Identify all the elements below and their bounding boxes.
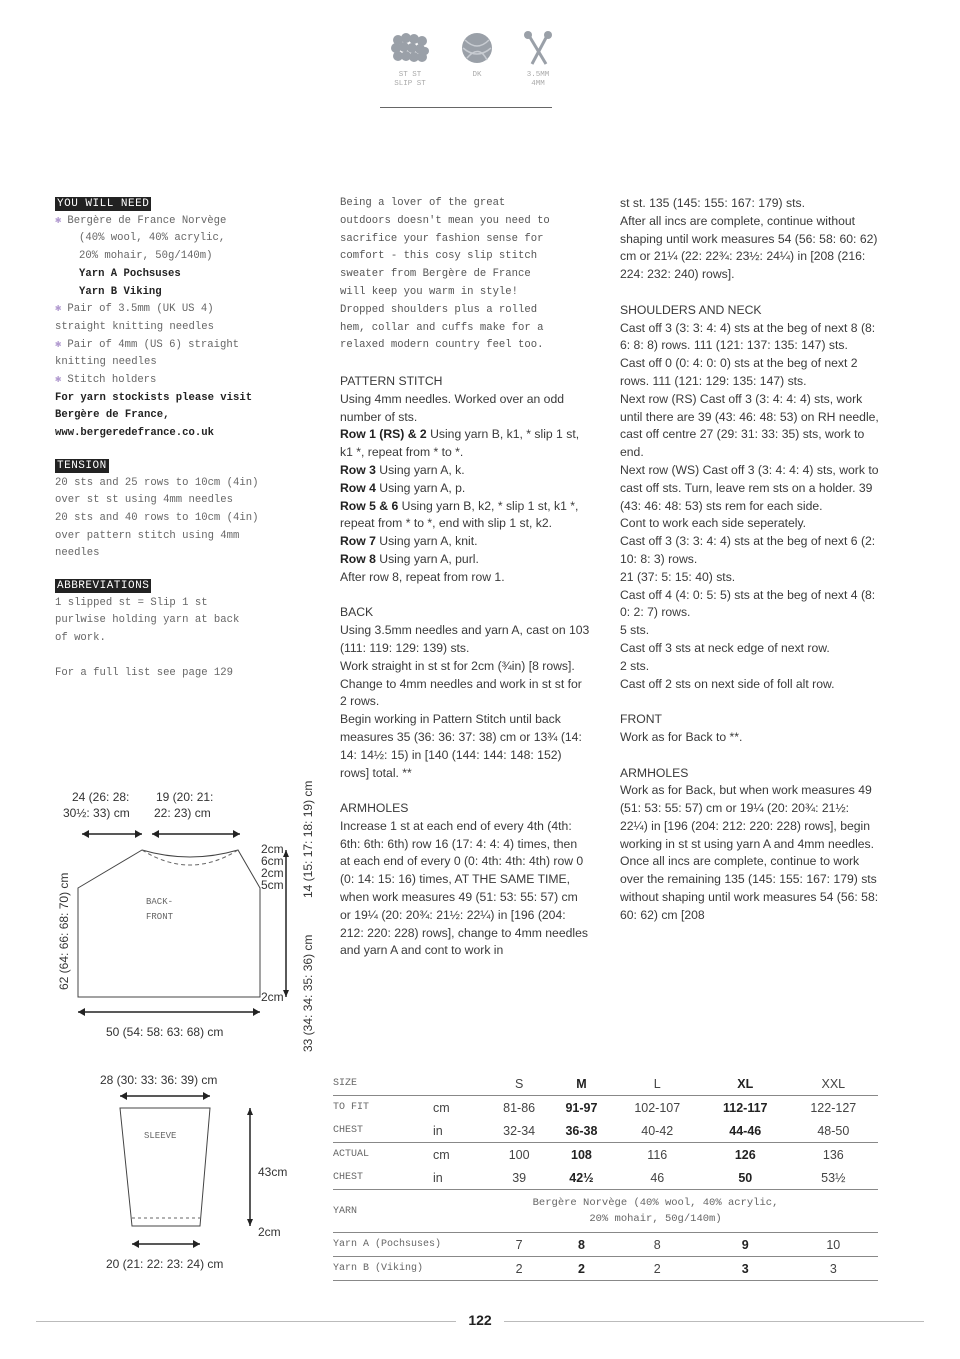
bullet-icon: ✱	[55, 303, 62, 316]
table-header: L	[613, 1072, 702, 1096]
dim-label: 43cm	[258, 1165, 288, 1179]
table-cell: 10	[789, 1233, 878, 1257]
table-cell: 136	[822, 1147, 844, 1162]
back-step: Change to 4mm needles and work in st st for 2 rows.	[340, 676, 582, 709]
technique-icons	[380, 30, 555, 110]
dim-label: 28 (30: 33: 36: 39) cm	[100, 1073, 218, 1087]
size-table	[333, 1072, 878, 1281]
row-label: Row 3	[340, 462, 376, 477]
row-instruction	[340, 426, 590, 462]
row-instruction	[340, 462, 590, 480]
piece-label: SLEEVE	[144, 1131, 177, 1141]
back-step: Begin working in Pattern Stitch until back measures 35 (36: 36: 37: 38) cm or 13¾ (14: 14: 14½: 15) in [140 (144: 144: 148: 152) rows] total. **	[340, 712, 582, 780]
instruction: Cont to work each side seperately.	[620, 516, 807, 531]
needles-line: Pair of 4mm (US 6) straight	[67, 338, 240, 351]
back-step: Using 3.5mm needles and yarn A, cast on 103 (111: 119: 129: 139) sts.	[340, 623, 590, 655]
table-cell: 48-50	[789, 1119, 878, 1143]
dim-label: 2cm	[261, 866, 284, 880]
table-cell: 42½	[550, 1166, 612, 1190]
instruction: Cast off 3 (3: 3: 4: 4) sts at the beg of next 8 (8: 6: 8: 8) rows. 111 (121: 137: 135: 147) sts.	[620, 320, 876, 353]
dim-label: 24 (26: 28:	[72, 790, 130, 804]
table-cell: 32-34	[488, 1119, 550, 1143]
pattern-column-right	[620, 195, 880, 925]
table-cell: 8	[613, 1233, 702, 1257]
you-will-need-heading: YOU WILL NEED	[57, 198, 150, 210]
dim-label: 19 (20: 21:	[156, 790, 214, 804]
intro-line: Dropped shoulders plus a rolled	[340, 303, 538, 316]
armhole-step: Increase 1 st at each end of every 4th (4th: 6th: 6th: 6th) row 16 (17: 4: 4: 4) times, then at each end of every 0 (0: 4th: 4th: 4th) row 0 (0: 14: 15: 16) times, AT THE SAME TIME, when work measures 49 (51: 53: 55: 57) cm or 19¼ (20: 20¾: 21½: 22¼) in [196 (204: 212: 220: 228) rows], change to 4mm needles and yarn A and cont to work in	[340, 818, 588, 958]
abbreviations-heading: ABBREVIATIONS	[57, 580, 150, 593]
table-header	[433, 1072, 488, 1096]
row-label: CHEST	[333, 1119, 433, 1143]
section-heading: ARMHOLES	[620, 765, 689, 780]
row-label: TO FIT	[333, 1102, 370, 1113]
yarn-ball-icon	[452, 30, 502, 80]
table-cell: 100	[508, 1147, 530, 1162]
intro-line: outdoors doesn't mean you need to	[340, 214, 550, 227]
table-cell: 116	[647, 1147, 668, 1162]
row-label: Yarn A (Pochsuses)	[333, 1233, 488, 1257]
piece-label: BACK-	[146, 897, 174, 907]
tension-heading: TENSION	[57, 459, 107, 472]
row-label: Row 8	[340, 551, 376, 566]
dim-label: 2cm	[258, 1225, 281, 1239]
stitch-count: st st. 135 (145: 155: 167: 179) sts.	[620, 196, 805, 210]
stockists-link[interactable]: www.bergeredefrance.co.uk	[55, 427, 214, 440]
intro-line: hem, collar and cuffs make for a	[340, 321, 544, 334]
icon-caption: DK	[472, 71, 482, 79]
section-heading: SHOULDERS AND NECK	[620, 302, 762, 317]
yarn-line: (40% wool, 40% acrylic,	[79, 232, 226, 245]
row-text: Using yarn A, p.	[375, 480, 466, 495]
table-cell: 53½	[789, 1166, 878, 1190]
table-cell: 3	[789, 1257, 878, 1281]
materials-column	[55, 195, 295, 683]
instruction: Cast off 0 (0: 4: 0: 0) sts at the beg of next 2 rows. 111 (121: 129: 135: 147) sts.	[620, 356, 858, 388]
row-instruction	[340, 480, 590, 498]
table-cell: 2	[550, 1257, 612, 1281]
row-text: Using yarn B, k1, * slip 1 st, k1 *, repeat from * to *.	[340, 427, 580, 460]
intro-line: comfort - this cosy slip stitch	[340, 250, 538, 263]
page-number: 122	[456, 1312, 504, 1328]
table-cell: 40-42	[613, 1119, 702, 1143]
abbreviation-line: 1 slipped st = Slip 1 st	[55, 596, 208, 609]
icon-divider	[380, 107, 552, 108]
dim-label: 30½: 33) cm	[63, 806, 130, 820]
dim-label: 14 (15: 17: 18: 19) cm	[301, 780, 315, 898]
tension-line: needles	[55, 547, 100, 560]
row-label: ACTUAL	[333, 1149, 370, 1160]
yarn-spec-cell	[433, 1190, 878, 1233]
yarn-line: Bergère de France Norvège	[67, 214, 227, 227]
instruction: Cast off 2 sts on next side of foll alt row.	[620, 676, 835, 691]
table-cell: 7	[488, 1233, 550, 1257]
table-header: XL	[702, 1072, 789, 1096]
yarn-line: 20% mohair, 50g/140m)	[79, 250, 213, 263]
icon-caption: ST ST	[398, 71, 422, 79]
dim-label: 22: 23) cm	[154, 806, 211, 820]
table-row	[333, 1257, 878, 1281]
table-cell: 8	[550, 1233, 612, 1257]
table-row	[333, 1143, 878, 1167]
intro-line: will keep you warm in style!	[340, 285, 519, 298]
bullet-icon: ✱	[55, 214, 62, 227]
table-cell: 122-127	[810, 1100, 857, 1115]
table-cell: 39	[488, 1166, 550, 1190]
tension-line: 20 sts and 25 rows to 10cm (4in)	[55, 476, 259, 489]
knitting-needles-icon	[513, 30, 563, 89]
row-label: Yarn B (Viking)	[333, 1257, 488, 1281]
table-cell: 102-107	[634, 1100, 681, 1115]
abbreviation-line: purlwise holding yarn at back	[55, 614, 240, 627]
instruction: Cast off 4 (4: 0: 5: 5) sts at the beg of next 4 (8: 0: 2: 7) rows.	[620, 587, 876, 620]
table-row	[333, 1233, 878, 1257]
table-row	[333, 1190, 878, 1233]
intro-line: Being a lover of the great	[340, 197, 506, 209]
dim-label: 20 (21: 22: 23: 24) cm	[106, 1257, 224, 1271]
icon-caption: SLIP ST	[394, 80, 426, 88]
table-cell: 36-38	[550, 1119, 612, 1143]
yarn-swatch-icon	[385, 30, 435, 89]
needles-line: Pair of 3.5mm (UK US 4)	[67, 303, 214, 316]
needles-line: straight knitting needles	[55, 320, 214, 333]
row-label: Row 5 & 6	[340, 498, 399, 513]
intro-line: relaxed modern country feel too.	[340, 339, 544, 352]
dim-label: 2cm	[261, 990, 284, 1004]
section-heading: FRONT	[620, 712, 662, 727]
instruction: 2 sts.	[620, 658, 650, 673]
table-cell: 50	[702, 1166, 789, 1190]
pattern-intro: Using 4mm needles. Worked over an odd number of sts.	[340, 391, 565, 424]
table-cell: 112-117	[723, 1100, 768, 1115]
table-cell: 46	[613, 1166, 702, 1190]
section-heading: BACK	[340, 605, 374, 620]
unit-cell: cm	[433, 1100, 450, 1115]
instruction: Work as for Back to **.	[620, 729, 743, 744]
row-text: Using yarn A, k.	[375, 462, 465, 477]
icon-caption: 3.5MM	[526, 71, 550, 79]
sleeve-diagram	[90, 1068, 310, 1278]
table-row	[333, 1072, 878, 1096]
back-step: Work straight in st st for 2cm (¾in) [8 rows].	[340, 658, 575, 673]
row-label: YARN	[333, 1190, 433, 1233]
yarn-spec: Bergère Norvège (40% wool, 40% acrylic,	[532, 1197, 779, 1209]
instruction: Next row (WS) Cast off 3 (3: 4: 4: 4) sts, work to cast off sts. Turn, leave rem sts on a holder. 39 (43: 46: 48: 53) sts rem for each side.	[620, 462, 879, 513]
intro-text	[340, 195, 590, 355]
pattern-column	[340, 195, 590, 960]
tension-line: 20 sts and 40 rows to 10cm (4in)	[55, 511, 259, 524]
dim-label: 62 (64: 66: 68: 70) cm	[57, 872, 71, 990]
row-label: Row 4	[340, 480, 376, 495]
table-cell: 44-46	[702, 1119, 789, 1143]
row-label: Row 1 (RS) & 2	[340, 427, 427, 442]
instruction: Next row (RS) Cast off 3 (3: 4: 4: 4) sts, work until there are 39 (43: 46: 48: 53) on RH needle, cast off centre 27 (29: 31: 33: 35) sts, work to end.	[620, 391, 879, 460]
dim-label: 2cm	[261, 842, 284, 856]
footer-rule	[36, 1321, 456, 1322]
instruction: After all incs are complete, continue without shaping until work measures 54 (56: 58: 60: 62) cm or 21¼ (22: 22¾: 23½: 24¼) in [208 (216: 224: 232: 240) rows].	[620, 213, 878, 282]
table-cell: 2	[613, 1257, 702, 1281]
table-header: SIZE	[333, 1072, 433, 1096]
row-label: Row 7	[340, 534, 376, 549]
dim-label: 5cm	[261, 878, 284, 892]
unit-cell: in	[433, 1166, 488, 1190]
instruction: Once all incs are complete, continue to work over the remaining 135 (145: 155: 167: 179) sts without shaping until work measures 54 (56: 58: 60: 62) cm [208	[620, 854, 879, 922]
instruction: Cast off 3 sts at neck edge of next row.	[620, 640, 830, 655]
intro-line: sacrifice your fashion sense for	[340, 232, 544, 245]
row-label: CHEST	[333, 1166, 433, 1190]
unit-cell: in	[433, 1119, 488, 1143]
dim-label: 33 (34: 34: 35: 36) cm	[301, 934, 315, 1052]
icon-caption: 4MM	[531, 80, 545, 88]
table-header: M	[550, 1072, 612, 1096]
piece-label: FRONT	[146, 912, 174, 922]
table-cell: 9	[702, 1233, 789, 1257]
abbreviation-line: of work.	[55, 632, 106, 645]
yarn-b-line: Yarn B Viking	[79, 285, 162, 298]
table-cell: 2	[488, 1257, 550, 1281]
row-instruction	[340, 551, 590, 569]
dim-label: 6cm	[261, 854, 284, 868]
row-text: Using yarn B, k2, * slip 1 st, k1 *, repeat from * to *, end with slip 1 st, k2.	[340, 498, 579, 531]
table-cell: 81-86	[503, 1100, 536, 1115]
repeat-note: After row 8, repeat from row 1.	[340, 569, 505, 584]
table-cell: 3	[702, 1257, 789, 1281]
table-row	[333, 1166, 878, 1190]
needles-line: knitting needles	[55, 356, 157, 369]
back-front-diagram	[50, 780, 330, 1060]
table-cell: 126	[734, 1147, 756, 1162]
unit-cell: cm	[433, 1147, 450, 1162]
instruction: Work as for Back, but when work measures 49 (51: 53: 55: 57) cm or 19¼ (20: 20¾: 21½: 22¼) in [196 (204: 212: 220: 228) rows], begin working in st st using yarn A and 4mm needles.	[620, 783, 875, 851]
instruction: 21 (37: 5: 15: 40) sts.	[620, 569, 736, 584]
dim-label: 50 (54: 58: 63: 68) cm	[106, 1025, 224, 1039]
yarn-spec: 20% mohair, 50g/140m)	[589, 1213, 722, 1225]
stockists-line: Bergère de France,	[55, 409, 170, 422]
full-list-note: For a full list see page 129	[55, 666, 234, 679]
tension-line: over st st using 4mm needles	[55, 494, 234, 507]
tension-line: over pattern stitch using 4mm	[55, 529, 240, 542]
row-text: Using yarn A, knit.	[375, 534, 478, 549]
instruction: 5 sts.	[620, 623, 650, 638]
table-cell: 91-97	[565, 1100, 598, 1115]
bullet-icon: ✱	[55, 374, 62, 387]
table-cell: 108	[571, 1147, 592, 1162]
row-instruction	[340, 498, 590, 534]
bullet-icon: ✱	[55, 338, 62, 351]
row-text: Using yarn A, purl.	[375, 551, 479, 566]
section-heading: ARMHOLES	[340, 801, 409, 816]
yarn-a-line: Yarn A Pochsuses	[79, 267, 181, 280]
section-heading: PATTERN STITCH	[340, 373, 443, 388]
table-row	[333, 1096, 878, 1120]
row-instruction	[340, 533, 590, 551]
holders-line: Stitch holders	[67, 374, 157, 387]
table-header: XXL	[789, 1072, 878, 1096]
table-row	[333, 1119, 878, 1143]
table-header: S	[488, 1072, 550, 1096]
stockists-line: For yarn stockists please visit	[55, 391, 253, 404]
footer-rule	[504, 1321, 924, 1322]
intro-line: sweater from Bergère de France	[340, 268, 531, 281]
instruction: Cast off 3 (3: 3: 4: 4) sts at the beg of next 6 (2: 10: 8: 3) rows.	[620, 534, 876, 566]
